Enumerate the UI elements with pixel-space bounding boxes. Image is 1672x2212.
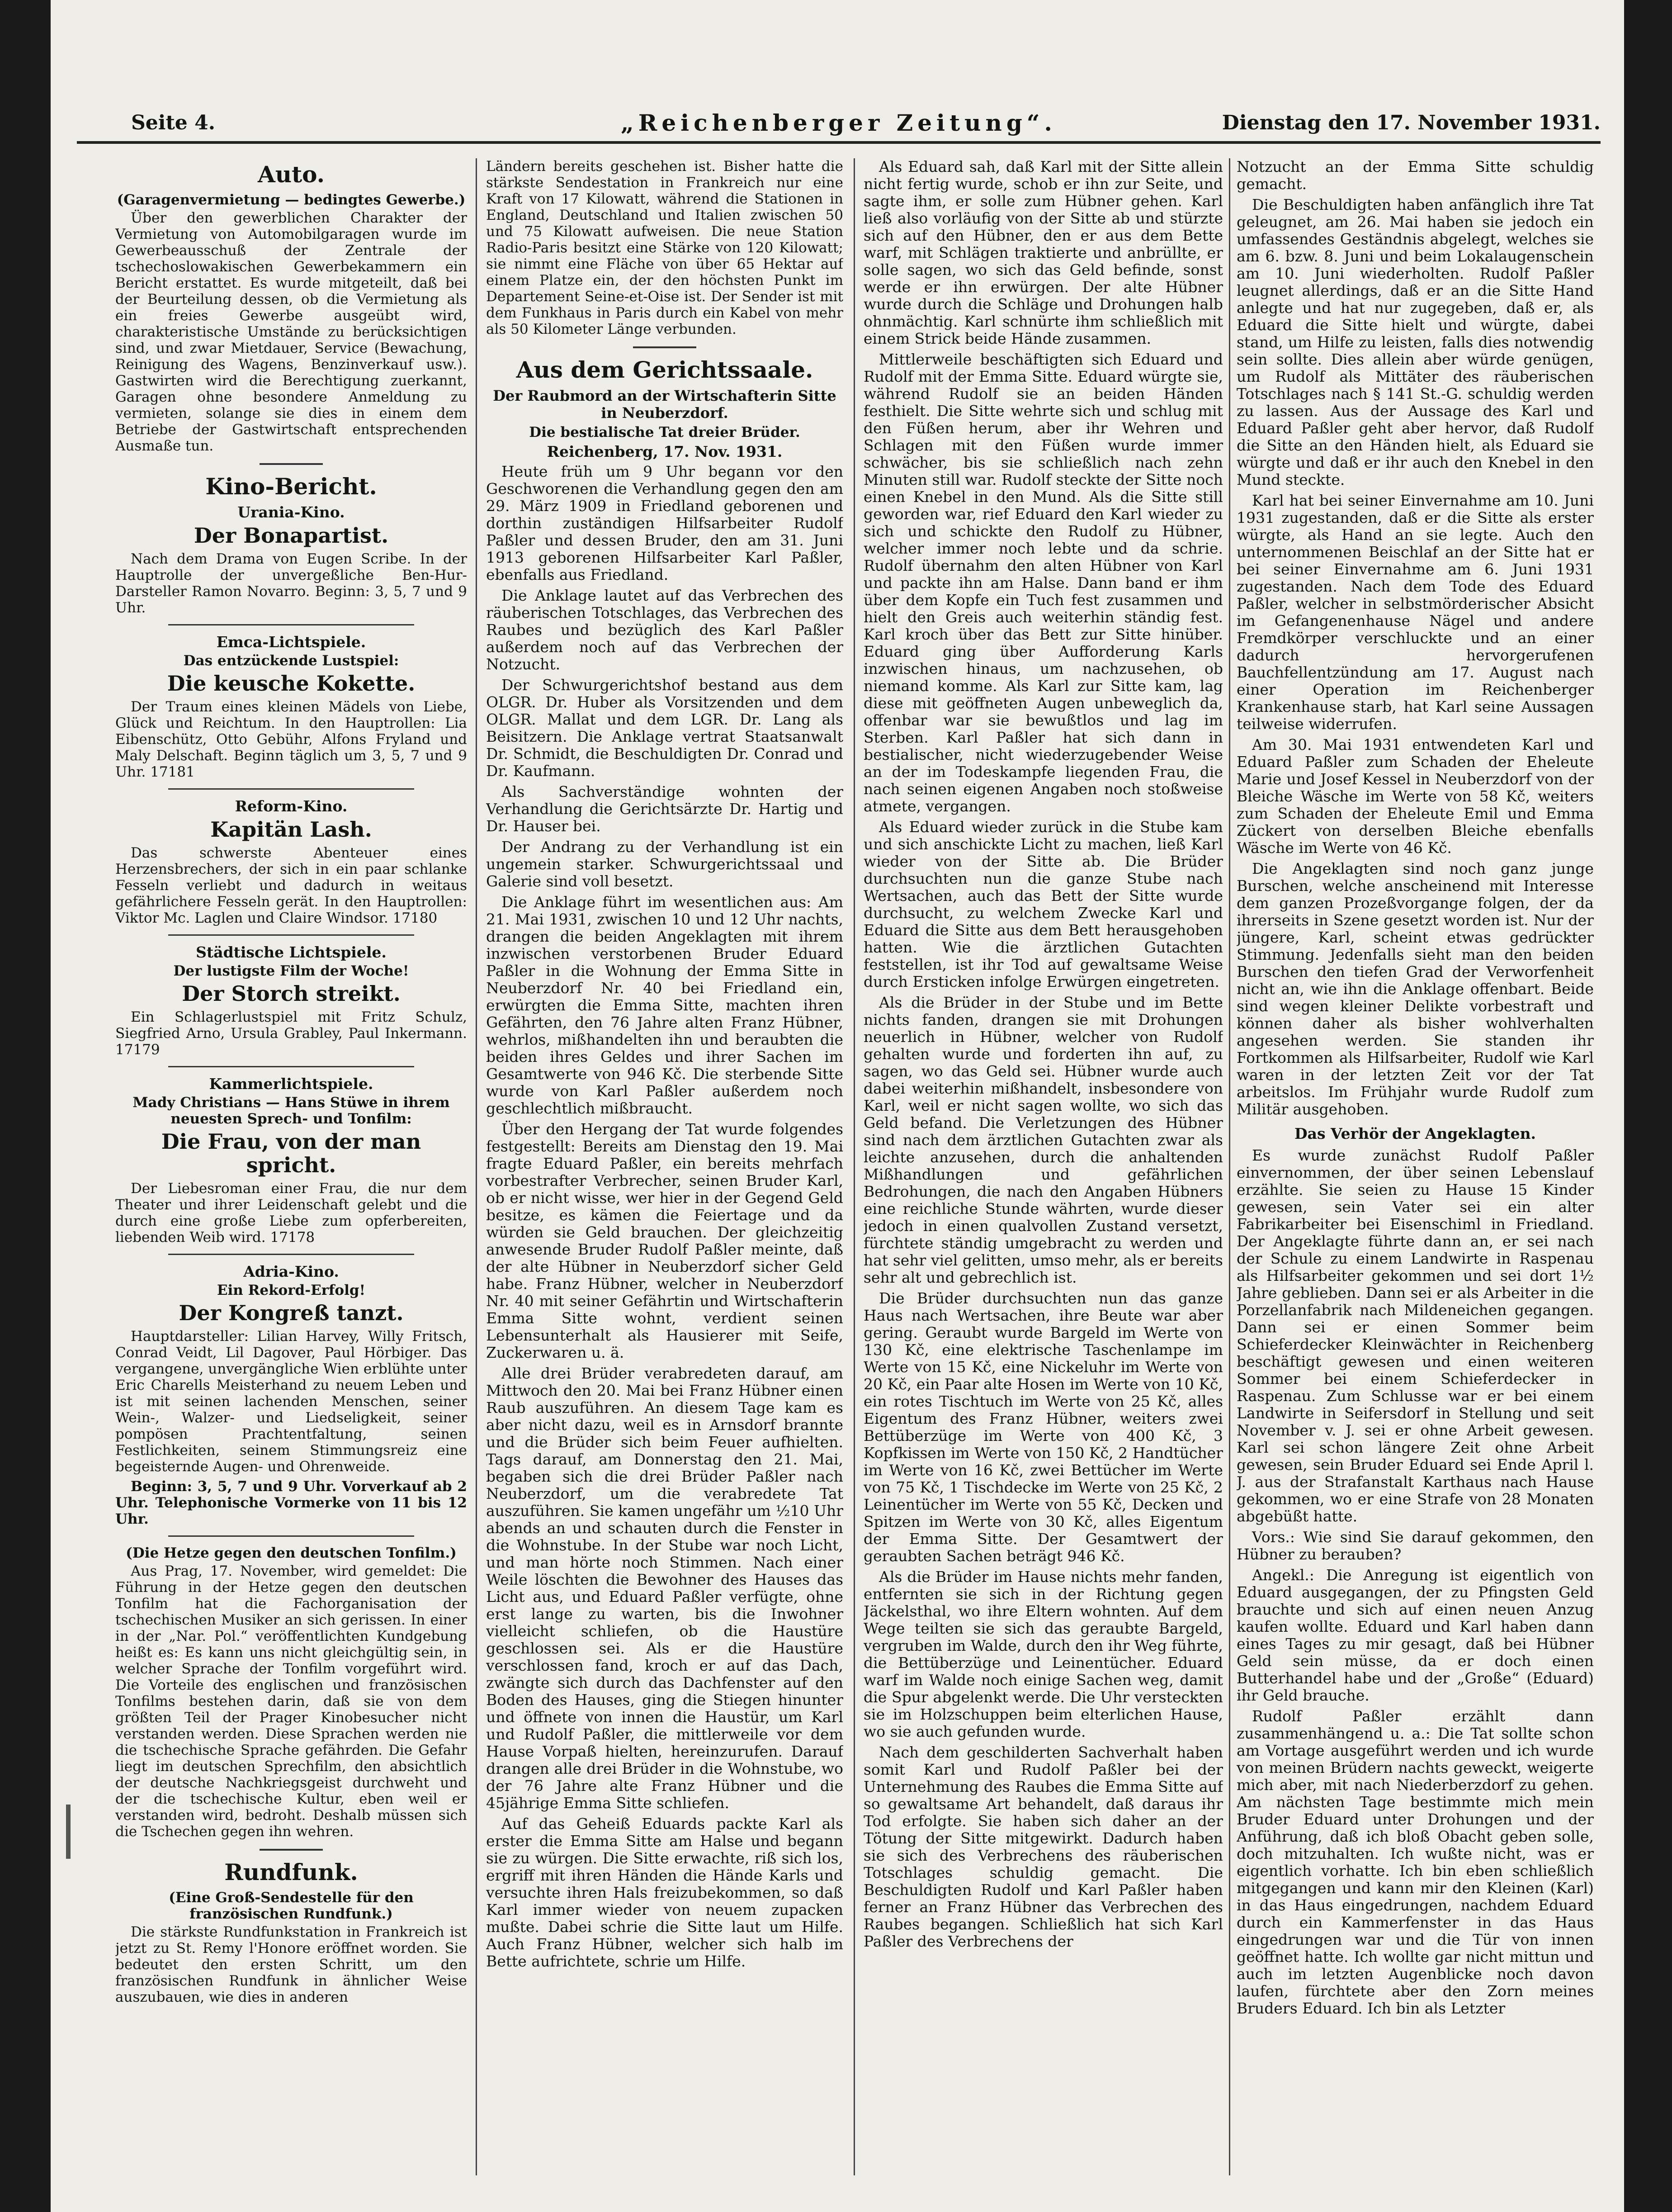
article-text: Über den gewerblichen Charakter der Vermietung von Automobilgaragen wurde im Gewerbeausschuß der Zentrale der tschechoslowakischen Gewerbekammern ein Bericht erstattet. Es wurde mitgeteilt, daß bei der Beurteilung dessen, ob die Vermietung als ein freies Gewerbe ausgeübt wird, charakteristische Umstände zu berücksichtigen sind, und zwar Mietdauer, Service (Bewachung, Reinigung des Wagens, Benzinverkauf usw.). Gastwirten wird die Berechtigung zuerkannt, Garagen ohne besondere Anmeldung zu vermieten, solange sie dies in einem dem Betriebe der Gastwirtschaft entsprechenden Ausmaße tun. [115, 210, 467, 454]
paragraph: Als die Brüder in der Stube und im Bette nichts fanden, drangen sie mit Drohungen neuerlich in Hübner, welcher von Rudolf gehalten wurde und forderten ihn auf, zu sagen, wo das Geld sei. Hübner wurde auch dabei weiterhin mißhandelt, insbesondere von Karl, weil er nicht sagen wollte, wo sich das Geld befand. Die Verletzungen des Hübner sind nach dem ärztlichen Gutachten zwar als leichte anzusehen, durch die anhaltenden Mißhandlungen und gefährlichen Bedrohungen, die nach den Angaben Hübners eine reichliche Stunde währten, wurde dieser jedoch in einen qualvollen Zustand versetzt, fürchtete ständig umgebracht zu werden und hat sehr viel gelitten, umso mehr, als er bereits sehr alt und gebrechlich ist. [864, 994, 1223, 1286]
film-title: Der Bonapartist. [194, 523, 389, 548]
film-title: Die Frau, von der man spricht. [161, 1129, 421, 1177]
separator [168, 1254, 415, 1255]
article-headline: Der Raubmord an der Wirtschafterin Sitte in Neuberzdorf. [493, 387, 836, 422]
paragraph: Die Angeklagten sind noch ganz junge Burschen, welche anscheinend mit Interesse dem ganzen Prozeßvorgange folgen, der da ihrerseits in Szene gesetzt worden ist. Nur der jüngere, Karl, scheint etwas gedrückter Stimmung. Jedenfalls sieht man den beiden Burschen den tiefen Grad der Verworfenheit nicht an, wie ihn die Anklage offenbart. Beide sind wegen kleiner Delikte vorbestraft und können daher als bisher wohlverhalten angesehen werden. Sie standen ihr Fortkommen als Hilfsarbeiter, Rudolf wie Karl waren in der letzten Zeit vor der Tat arbeitslos. Im Frühjahr wurde Rudolf zum Militär ausgehoben. [1237, 860, 1594, 1118]
cinema-name: Emca-Lichtspiele. [216, 633, 366, 651]
film-text: Hauptdarsteller: Lilian Harvey, Willy Fritsch, Conrad Veidt, Lil Dagover, Paul Hörbiger. Das vergangene, unvergängliche Wien erblühte unter Eric Charells Meisterhand zu neuem Leben und ist mit seinen lachenden Menschen, seiner Wein-, Walzer- und Liedseligkeit, seiner pompösen Prachtentfaltung, seinen Festlichkeiten, seinem Stimmungsreiz eine begeisternde Augen- und Ohrenweide. [115, 1328, 467, 1475]
section-title-gericht: Aus dem Gerichtssaale. [516, 356, 813, 383]
column-3 [864, 158, 1223, 2175]
paragraph: Der Schwurgerichtshof bestand aus dem OLGR. Dr. Huber als Vorsitzenden und dem OLGR. Mallat und dem LGR. Dr. Lang als Beisitzern. Die Anklage vertrat Staatsanwalt Dr. Schmidt, die Beschuldigten Dr. Conrad und Dr. Kaufmann. [486, 676, 843, 780]
film-text: Nach dem Drama von Eugen Scribe. In der Hauptrolle der unvergeßliche Ben-Hur-Darsteller Ramon Novarro. Beginn: 3, 5, 7 und 9 Uhr. [115, 551, 467, 616]
page-number: Seite 4. [131, 111, 216, 134]
separator [168, 1066, 415, 1067]
article-subheadline: Die bestialische Tat dreier Brüder. [529, 424, 800, 441]
column-2 [486, 158, 843, 2175]
separator [633, 346, 696, 348]
separator [168, 1535, 415, 1537]
paragraph: Vors.: Wie sind Sie darauf gekommen, den Hübner zu berauben? [1237, 1528, 1594, 1563]
scan-edge-mark [66, 1805, 71, 1859]
page-header [77, 108, 1601, 144]
column-rule [1229, 158, 1230, 2175]
paragraph: Alle drei Brüder verabredeten darauf, am Mittwoch den 20. Mai bei Franz Hübner einen Raub auszuführen. An diesem Tage kam es aber nicht dazu, weil es in Arnsdorf brannte und die Brüder sich beim Feuer aufhielten. Tags darauf, am Donnerstag den 21. Mai, begaben sich die drei Brüder Paßler nach Neuberzdorf, um die verabredete Tat auszuführen. Sie kamen ungefähr um ½10 Uhr abends an und schauten durch die Fenster in die Wohnstube. In der Stube war noch Licht, und man hörte noch Stimmen. Nach einer Weile löschten die Bewohner des Hauses das Licht aus, und Eduard Paßler verfügte, ohne erst lange zu warten, bis die Inwohner vielleicht schliefen, ob die Haustüre geschlossen sei. Als er die Haustüre verschlossen fand, kroch er auf das Dach, zwängte sich durch das Dachfenster auf den Boden des Hauses, ging die Stiegen hinunter und öffnete von innen die Haustür, um Karl und Rudolf Paßler, die mittlerweile vor dem Hause Vorpaß hielten, hereinzurufen. Darauf drangen alle drei Brüder in die Wohnstube, wo der 76 Jahre alte Franz Hübner und die 45jährige Emma Sitte schliefen. [486, 1364, 843, 1812]
paragraph: Die Beschuldigten haben anfänglich ihre Tat geleugnet, am 26. Mai haben sie jedoch ein umfassendes Geständnis abgelegt, welches sie am 6. bzw. 8. Juni und beim Lokalaugenschein am 10. Juni wiederholten. Rudolf Paßler leugnet allerdings, daß er an die Sitte Hand anlegte und hat nur zugegeben, daß er, als Eduard die Sitte hielt und würgte, dabei stand, um Hilfe zu leisten, falls dies notwendig sein sollte. Dies allein aber würde genügen, um Rudolf als Mittäter des räuberischen Totschlages nach § 141 St.-G. schuldig werden zu lassen. Aus der Aussage des Karl und Eduard Paßler geht aber hervor, daß Rudolf die Sitte an den Händen hielt, als Eduard sie würgte und daß er ihr auch den Knebel in den Mund steckte. [1237, 196, 1594, 488]
cinema-name: Kammerlichtspiele. [209, 1075, 373, 1093]
subsection-title: Das Verhör der Angeklagten. [1294, 1125, 1536, 1142]
article-text: Aus Prag, 17. November, wird gemeldet: Die Führung in der Hetze gegen den deutschen Tonfilm hat die Fachorganisation der tschechischen Musiker an sich gerissen. In einer in der „Nar. Pol.“ veröffentlichten Kundgebung heißt es: Es kann uns nicht gleichgültig sein, in welcher Sprache der Tonfilm vorgeführt wird. Die Vorteile des englischen und französischen Tonfilms bestehen darin, daß sie von dem größten Teil der Prager Kinobesucher nicht verstanden werden. Diese Sprachen werden nie die tschechische Sprache gefährden. Die Gefahr liegt im deutschen Sprechfilm, den absichtlich der deutsche Nachkriegsgeist durchweht und der die tschechische Kultur, eben weil er verstanden wird, bedroht. Deshalb müssen sich die Tschechen gegen ihn wehren. [115, 1563, 467, 1840]
paragraph: Als Eduard sah, daß Karl mit der Sitte allein nicht fertig wurde, schob er ihn zur Seite, und sagte ihm, er solle zum Hübner gehen. Karl ließ also vorläufig von der Sitte ab und stürzte sich auf den Hübner, den er aus dem Bette warf, mit Schlägen traktierte und anbrüllte, er solle sagen, wo sich das Geld befinde, sonst werde er ihn erwürgen. Der alte Hübner wurde durch die Schläge und Drohungen halb ohnmächtig. Karl schnürte ihm schließlich mit einem Strick beide Hände zusammen. [864, 158, 1223, 347]
separator [260, 1849, 323, 1851]
film-text: Das schwerste Abenteuer eines Herzensbrechers, der sich in ein paar schlanke Fesseln verliebt und dadurch in weitaus gefährlichere Fesseln gerät. In den Hauptrollen: Viktor Mc. Laglen und Claire Windsor. 17180 [115, 845, 467, 926]
paragraph: Nach dem geschilderten Sachverhalt haben somit Karl und Rudolf Paßler bei der Unternehmung des Raubes die Emma Sitte auf so gewaltsame Art behandelt, daß daraus ihr Tod erfolgte. Sie haben sich daher an der Tötung der Sitte mitgewirkt. Dadurch haben sie sich des Verbrechens des räuberischen Totschlages schuldig gemacht. Die Beschuldigten Rudolf und Karl Paßler haben ferner an Franz Hübner das Verbrechen des Raubes begangen. Schließlich hat sich Karl Paßler des Verbrechens der [864, 1743, 1223, 1950]
film-title: Die keusche Kokette. [167, 671, 416, 696]
article-subtitle: (Eine Groß-Sendestelle für den französischen Rundfunk.) [169, 1890, 414, 1922]
article-text: Die stärkste Rundfunkstation in Frankreich ist jetzt zu St. Remy l'Honore eröffnet worden. Sie bedeutet den ersten Schritt, um den französischen Rundfunk in ähnlicher Weise auszubauen, wie dies in anderen [115, 1924, 467, 2005]
paragraph: Als Sachverständige wohnten der Verhandlung die Gerichtsärzte Dr. Hartig und Dr. Hauser bei. [486, 783, 843, 835]
film-title: Kapitän Lash. [210, 817, 372, 842]
paragraph: Es wurde zunächst Rudolf Paßler einvernommen, der über seinen Lebenslauf erzählte. Sie seien zu Hause 15 Kinder gewesen, sein Vater sei ein alter Fabrikarbeiter bei Eisenschiml in Friedland. Der Angeklagte führte dann an, er sei nach der Schule zu einem Landwirte in Raspenau als Hilfsarbeiter gekommen und sei dort 1½ Jahre geblieben. Dann sei er als Arbeiter in die Porzellanfabrik nach Mildeneichen gegangen. Dann sei er einen Sommer beim Schieferdecker Kleinwächter in Reichenberg beschäftigt gewesen und einen weiteren Sommer bei einem Schieferdecker in Raspenau. Zum Schlusse war er bei einem Landwirte in Seifersdorf in Stellung und seit November v. J. sei er ohne Arbeit gewesen. Karl sei schon längere Zeit ohne Arbeit gewesen, sein Bruder Eduard sei Ende April l. J. aus der Strafanstalt Karthaus nach Hause gekommen, wo er eine Strafe von 28 Monaten abgebüßt hatte. [1237, 1146, 1594, 1525]
dateline: Reichenberg, 17. Nov. 1931. [547, 443, 783, 460]
film-title: Der Storch streikt. [182, 981, 401, 1006]
cinema-name: Urania-Kino. [237, 503, 345, 521]
paragraph: Karl hat bei seiner Einvernahme am 10. Juni 1931 zugestanden, daß er die Sitte als erster würgte, als Hand an sie legte. Auch den unternommenen Beischlaf an der Sitte hat er bei seiner Einvernahme am 6. Juni 1931 zugestanden. Nach dem Tode des Eduard Paßler, welcher in selbstmörderischer Absicht im Gefangenenhause Nägel und andere Fremdkörper verschluckte und an einer dadurch hervorgerufenen Bauchfellentzündung am 17. August nach einer Operation im Reichenberger Krankenhause starb, hat Karl seine Aussagen teilweise widerrufen. [1237, 492, 1594, 733]
separator [260, 463, 323, 465]
separator [168, 624, 415, 625]
article-subtitle: (Die Hetze gegen den deutschen Tonfilm.) [126, 1545, 457, 1561]
paragraph: Auf das Geheiß Eduards packte Karl als erster die Emma Sitte am Halse und begann sie zu würgen. Die Sitte erwachte, riß sich los, ergriff mit ihren Händen die Hände Karls und versuchte ihren Hals freizubekommen, so daß Karl immer wieder von neuem zupacken mußte. Dabei schrie die Sitte laut um Hilfe. Auch Franz Hübner, welcher sich halb im Bette aufrichtete, schrie um Hilfe. [486, 1815, 843, 1970]
film-kicker: Der lustigste Film der Woche! [173, 963, 409, 979]
film-text: Ein Schlagerlustspiel mit Fritz Schulz, Siegfried Arno, Ursula Grabley, Paul Inkermann. 17179 [115, 1009, 467, 1058]
column-1 [115, 158, 467, 2175]
column-rule [476, 158, 477, 2175]
paragraph: Die Anklage führt im wesentlichen aus: Am 21. Mai 1931, zwischen 10 und 12 Uhr nachts, drangen die beiden Angeklagten mit ihrem inzwischen verstorbenen Bruder Eduard Paßler in die Wohnung der Emma Sitte in Neuberzdorf Nr. 40 bei Friedland ein, erwürgten die Emma Sitte, machten ihren Gefährten, den 76 Jahre alten Franz Hübner, wehrlos, mißhandelten ihn und beraubten die beiden ihres Geldes und ihrer Sachen im Gesamtwerte von 946 Kč. Die sterbende Sitte wurde von Karl Paßler außerdem noch geschlechtlich mißbraucht. [486, 893, 843, 1117]
film-title: Der Kongreß tanzt. [179, 1301, 404, 1325]
section-title-rundfunk: Rundfunk. [224, 1859, 358, 1885]
paragraph: Über den Hergang der Tat wurde folgendes festgestellt: Bereits am Dienstag den 19. Mai fragte Eduard Paßler, ein bereits mehrfach vorbestrafter Verbrecher, seinen Bruder Karl, ob er nicht wisse, wer hier in der Gegend Geld besitze, es kämen die Feiertage und da würden sie Geld brauchen. Der gleichzeitig anwesende Bruder Rudolf Paßler meinte, daß der alte Hübner in Neuberzdorf sicher Geld habe. Franz Hübner, welcher in Neuberzdorf Nr. 40 mit seiner Gefährtin und Wirtschafterin Emma Sitte wohnt, verdient seinen Lebensunterhalt als Hausierer mit Seife, Zuckerwaren u. ä. [486, 1120, 843, 1361]
paragraph: Als Eduard wieder zurück in die Stube kam und sich anschickte Licht zu machen, ließ Karl wieder von der Sitte ab. Die Brüder durchsuchten nun die ganze Stube nach Wertsachen, auch das Bett der Sitte wurde durchsucht, zu welchem Zwecke Karl und Eduard die Sitte aus dem Bett herausgehoben hatten. Wie die ärztlichen Gutachten feststellen, ist ihr Tod auf gewaltsame Weise durch Ersticken infolge Erwürgen eingetreten. [864, 818, 1223, 990]
paragraph: Rudolf Paßler erzählt dann zusammenhängend u. a.: Die Tat sollte schon am Vortage ausgeführt werden und ich wurde von meinen Brüdern nachts geweckt, weigerte mich aber, mit nach Niederberzdorf zu gehen. Am nächsten Tage bestimmte mich mein Bruder Eduard unter Drohungen und der Anführung, daß ich bloß Obacht geben solle, doch mitzuhalten. Ich wußte nicht, was er eigentlich vorhatte. Ich bin eben schließlich mitgegangen und kann mir den Kleinen (Karl) in das Haus eingedrungen, nachdem Eduard durch ein Kammerfenster in das Haus eingedrungen war und die Tür von innen geöffnet hatte. Ich wollte gar nicht mittun und auch im letzten Augenblicke noch davon laufen, fürchtete aber den Zorn meines Bruders Eduard. Ich bin als Letzter [1237, 1707, 1594, 2017]
article-text: Ländern bereits geschehen ist. Bisher hatte die stärkste Sendestation in Frankreich nur eine Kraft von 17 Kilowatt, während die Stationen in England, Deutschland und Italien zwischen 50 und 75 Kilowatt aufweisen. Die neue Station Radio-Paris besitzt eine Stärke von 120 Kilowatt; sie nimmt eine Fläche von über 65 Hektar auf einem Platze ein, der den höchsten Punkt im Departement Seine-et-Oise ist. Der Sender ist mit dem Funkhaus in Paris durch ein Kabel von mehr als 50 Kilometer Länge verbunden. [486, 158, 843, 337]
cinema-name: Städtische Lichtspiele. [196, 943, 387, 961]
film-text: Der Traum eines kleinen Mädels von Liebe, Glück und Reichtum. In den Hauptrollen: Lia Eibenschütz, Otto Gebühr, Alfons Fryland und Maly Delschaft. Beginn täglich um 3, 5, 7 und 9 Uhr. 17181 [115, 699, 467, 780]
separator [168, 934, 415, 936]
paragraph: Heute früh um 9 Uhr begann vor den Geschworenen die Verhandlung gegen den am 29. März 1909 in Friedland geborenen und dorthin zuständigen Hilfsarbeiter Rudolf Paßler und dessen Bruder, den am 31. Juni 1913 geborenen Hilfsarbeiter Karl Paßler, ebenfalls aus Friedland. [486, 463, 843, 583]
film-kicker: Mady Christians — Hans Stüwe in ihrem neuesten Sprech- und Tonfilm: [132, 1094, 450, 1127]
paragraph: Die Brüder durchsuchten nun das ganze Haus nach Wertsachen, ihre Beute war aber gering. Geraubt wurde Bargeld im Werte von 130 Kč, eine elektrische Taschenlampe im Werte von 15 Kč, eine Nickeluhr im Werte von 20 Kč, ein Paar alte Hosen im Werte von 10 Kč, ein rotes Tischtuch im Werte von 25 Kč, alles Eigentum des Franz Hübner, weiters zwei Bettüberzüge im Werte von 400 Kč, 3 Kopfkissen im Werte von 150 Kč, 2 Handtücher im Werte von 16 Kč, zwei Bettücher im Werte von 75 Kč, 1 Tischdecke im Werte von 25 Kč, 2 Leinentücher im Werte von 55 Kč, Decken und Spitzen im Werte von 30 Kč, alles Eigentum der Emma Sitte. Der Gesamtwert der geraubten Sachen beträgt 946 Kč. [864, 1289, 1223, 1565]
paragraph: Die Anklage lautet auf das Verbrechen des räuberischen Totschlages, das Verbrechen des Raubes und bezüglich des Karl Paßler außerdem noch auf das Verbrechen der Notzucht. [486, 587, 843, 673]
section-title-kino: Kino-Bericht. [205, 473, 377, 500]
paragraph: Der Andrang zu der Verhandlung ist ein ungemein starker. Schwurgerichtssaal und Galerie sind voll besetzt. [486, 838, 843, 890]
cinema-name: Adria-Kino. [243, 1263, 339, 1280]
paragraph: Am 30. Mai 1931 entwendeten Karl und Eduard Paßler zum Schaden der Eheleute Marie und Josef Kessel in Neuberzdorf von der Bleiche Wäsche im Werte von 58 Kč, weiters zum Schaden der Eheleute Emil und Emma Zückert von derselben Bleiche ebenfalls Wäsche im Werte von 46 Kč. [1237, 736, 1594, 857]
film-kicker: Ein Rekord-Erfolg! [217, 1282, 366, 1298]
issue-date: Dienstag den 17. November 1931. [1222, 111, 1601, 134]
paragraph: Als die Brüder im Hause nichts mehr fanden, entfernten sie sich in der Richtung gegen Jäckelsthal, wo ihre Eltern wohnten. Auf dem Wege teilten sie sich das geraubte Bargeld, vergruben im Walde, durch den ihr Weg führte, die Bettüberzüge und Leinentücher. Eduard warf im Walde noch einige Sachen weg, damit die Spur abgelenkt werde. Die Uhr versteckten sie im Holzschuppen beim elterlichen Hause, wo sie auch gefunden wurde. [864, 1568, 1223, 1740]
film-text: Der Liebesroman einer Frau, die nur dem Theater und ihrer Leidenschaft gelebt und die durch eine große Liebe zum opferbereiten, liebenden Weib wird. 17178 [115, 1180, 467, 1246]
film-schedule: Beginn: 3, 5, 7 und 9 Uhr. Vorverkauf ab 2 Uhr. Telephonische Vormerke von 11 bis 12 Uhr. [115, 1478, 467, 1527]
paragraph: Angekl.: Die Anregung ist eigentlich von Eduard ausgegangen, der zu Pfingsten Geld brauchte und sich auf einen neuen Anzug kaufen wollte. Eduard und Karl haben dann eines Tages zu mir gesagt, daß bei Hübner Geld sein müsse, da er doch einen Butterhandel habe und der „Große“ (Eduard) ihr Geld brauche. [1237, 1566, 1594, 1704]
article-subtitle: (Garagenvermietung — bedingtes Gewerbe.) [117, 192, 466, 208]
cinema-name: Reform-Kino. [235, 797, 348, 815]
section-title-auto: Auto. [257, 161, 325, 188]
film-kicker: Das entzückende Lustspiel: [183, 653, 399, 669]
column-4 [1237, 158, 1594, 2175]
separator [168, 788, 415, 790]
paragraph: Mittlerweile beschäftigten sich Eduard und Rudolf mit der Emma Sitte. Eduard würgte sie, während Rudolf sie an beiden Händen festhielt. Die Sitte wehrte sich und schlug mit den Füßen herum, aber ihr Wehren und Schlagen mit den Füßen wurde immer schwächer, bis sie schließlich nach zehn Minuten still war. Rudolf steckte der Sitte noch einen Knebel in den Mund. Als die Sitte still geworden war, rief Eduard den Karl wieder zu sich und schickte den Rudolf zu Hübner, welcher immer noch lebte und da schrie. Rudolf übernahm den alten Hübner von Karl und packte ihn am Halse. Dann band er ihm über dem Kopfe ein Tuch fest zusammen und hielt den Greis auch weiterhin ständig fest. Karl kroch über das Bett zur Sitte hinüber. Eduard ging über Aufforderung Karls inzwischen hinaus, um nachzusehen, ob niemand komme. Als Karl zur Sitte kam, lag diese mit geöffneten Augen unbeweglich da, offenbar war sie bewußtlos und lag im Sterben. Karl Paßler hat sich dann in bestialischer, nicht wiederzugebender Weise an der im Todeskampfe liegenden Frau, die nach seinen eigenen Angaben noch stoßweise atmete, vergangen. [864, 351, 1223, 815]
newspaper-title: „Reichenberger Zeitung“. [621, 109, 1057, 136]
column-rule [854, 158, 855, 2175]
paragraph: Notzucht an der Emma Sitte schuldig gemacht. [1237, 158, 1594, 193]
